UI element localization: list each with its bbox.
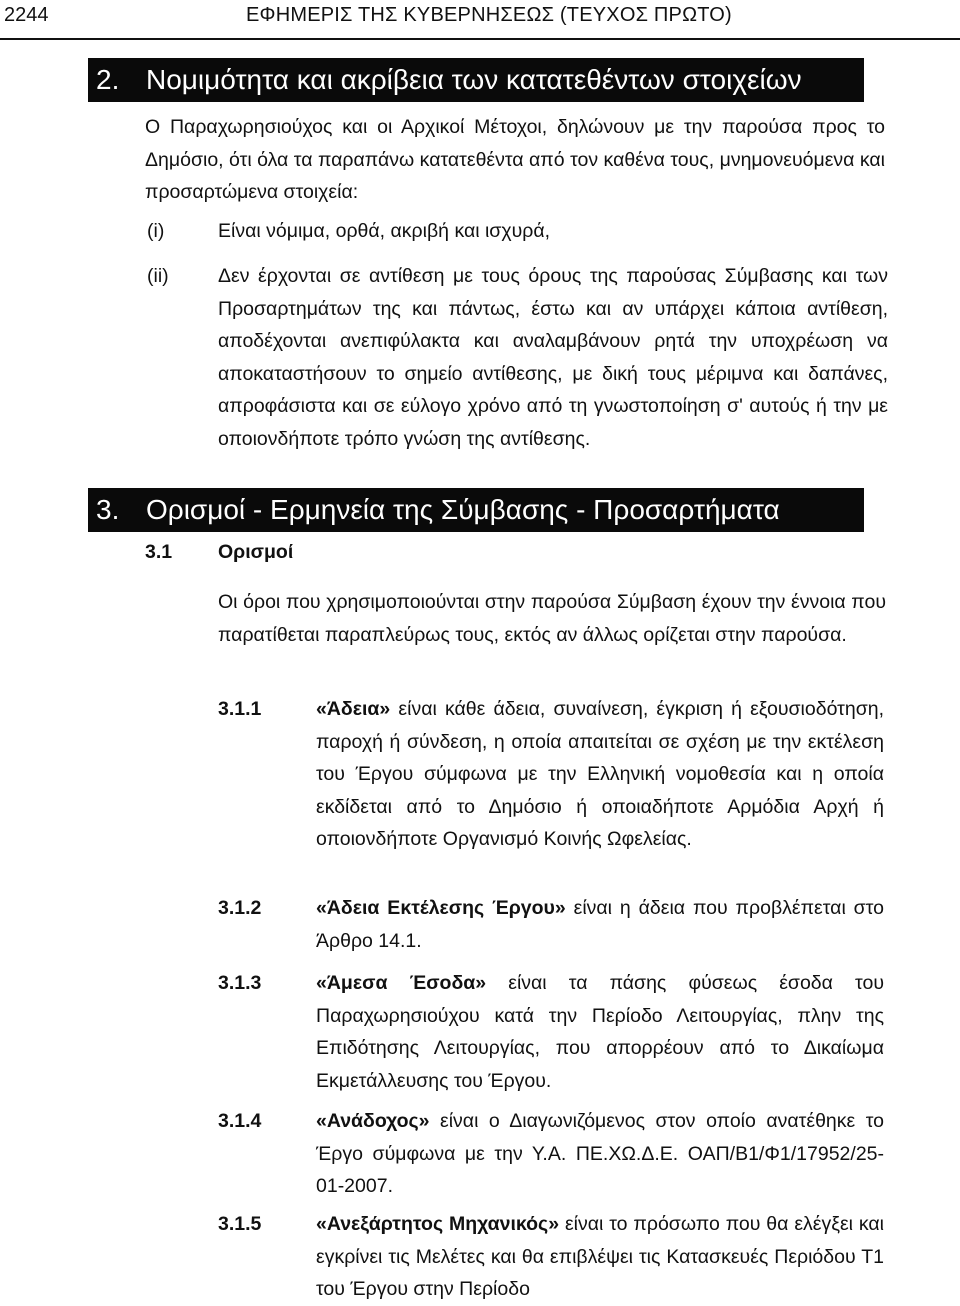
definition-number: 3.1.5 — [218, 1213, 262, 1235]
definition-number: 3.1.1 — [218, 698, 262, 720]
section-2-intro: Ο Παραχωρησιούχος και οι Αρχικοί Μέτοχοι, δηλώνουν με την παρούσα προς το Δημόσιο, ότι όλα τα παραπάνω κατατεθέντα από τον καθένα τους, μνημονευόμενα και προσαρτώμενα στοιχεία: — [145, 116, 885, 204]
definition-text: «Άδεια Εκτέλεσης Έργου» είναι η άδεια που προβλέπεται στο Άρθρο 14.1. — [316, 897, 884, 952]
definition-text: «Άμεσα Έσοδα» είναι τα πάσης φύσεως έσοδα του Παραχωρησιούχου κατά την Περίοδο Λειτουργίας, πλην της Επιδότησης Λειτουργίας, που απορρέουν από το Δικαίωμα Εκμετάλλευσης του Έργου. — [316, 972, 884, 1092]
definition-number: 3.1.3 — [218, 972, 262, 994]
item-text: Δεν έρχονται σε αντίθεση με τους όρους της παρούσας Σύμβασης και των Προσαρτημάτων της και πάντως, έστω και αν υπάρχει κάποια αντίθεση, αποδέχονται ανεπιφύλακτα και αναλαμβάνουν ρητά την υποχρέωση να αποκαταστήσουν το σημείο αντίθεσης, με δική τους μέριμνα και δαπάνες, απροφάσιστα και σε εύλογο χρόνο από τη γνωστοποίηση σ' αυτούς ή την με οποιονδήποτε τρόπο γνώση της αντίθεσης. — [218, 265, 888, 450]
section-2-heading-bar — [88, 58, 864, 102]
page-number: 2244 — [4, 4, 49, 26]
section-3-heading: Ορισμοί - Ερμηνεία της Σύμβασης - Προσαρτήματα — [146, 494, 780, 525]
section-3-number: 3. — [96, 494, 120, 525]
section-2-heading: Νομιμότητα και ακρίβεια των κατατεθέντων στοιχείων — [146, 64, 802, 95]
definition-number: 3.1.2 — [218, 897, 262, 919]
definition-number: 3.1.4 — [218, 1110, 262, 1132]
definition-text: «Ανεξάρτητος Μηχανικός» είναι το πρόσωπο που θα ελέγξει και εγκρίνει τις Μελέτες και θα επιβλέψει τις Κατασκευές Περιόδου Τ1 του Έργου στην Περίοδο — [316, 1213, 884, 1301]
subsection-intro: Οι όροι που χρησιμοποιούνται στην παρούσα Σύμβαση έχουν την έννοια που παρατίθεται παραπλεύρως τους, εκτός αν άλλως ορίζεται στην παρούσα. — [218, 591, 886, 646]
section-3-heading-bar — [88, 488, 864, 532]
page-header — [0, 0, 960, 40]
header-rule — [0, 38, 960, 40]
definition-text: «Ανάδοχος» είναι ο Διαγωνιζόμενος στον οποίο ανατέθηκε το Έργο σύμφωνα με την Υ.Α. ΠΕ.ΧΩ.Δ.Ε. ΟΑΠ/Β1/Φ1/17952/25-01-2007. — [316, 1110, 884, 1198]
item-text: Είναι νόμιμα, ορθά, ακριβή και ισχυρά, — [218, 220, 551, 242]
item-label: (ii) — [147, 265, 169, 287]
subsection-heading: Ορισμοί — [218, 541, 294, 563]
section-2-number: 2. — [96, 64, 120, 95]
subsection-number: 3.1 — [145, 541, 173, 563]
item-label: (i) — [147, 220, 165, 242]
gazette-title: ΕΦΗΜΕΡΙΣ ΤΗΣ ΚΥΒΕΡΝΗΣΕΩΣ (ΤΕΥΧΟΣ ΠΡΩΤΟ) — [246, 4, 732, 26]
definition-text: «Άδεια» είναι κάθε άδεια, συναίνεση, έγκριση ή εξουσιοδότηση, παροχή ή σύνδεση, η οποία απαιτείται σε σχέση με την εκτέλεση του Έργου σύμφωνα με την Ελληνική νομοθεσία και η οποία εκδίδεται από το Δημόσιο ή οποιαδήποτε Αρμόδια Αρχή ή οποιονδήποτε Οργανισμό Κοινής Ωφελείας. — [316, 698, 884, 851]
